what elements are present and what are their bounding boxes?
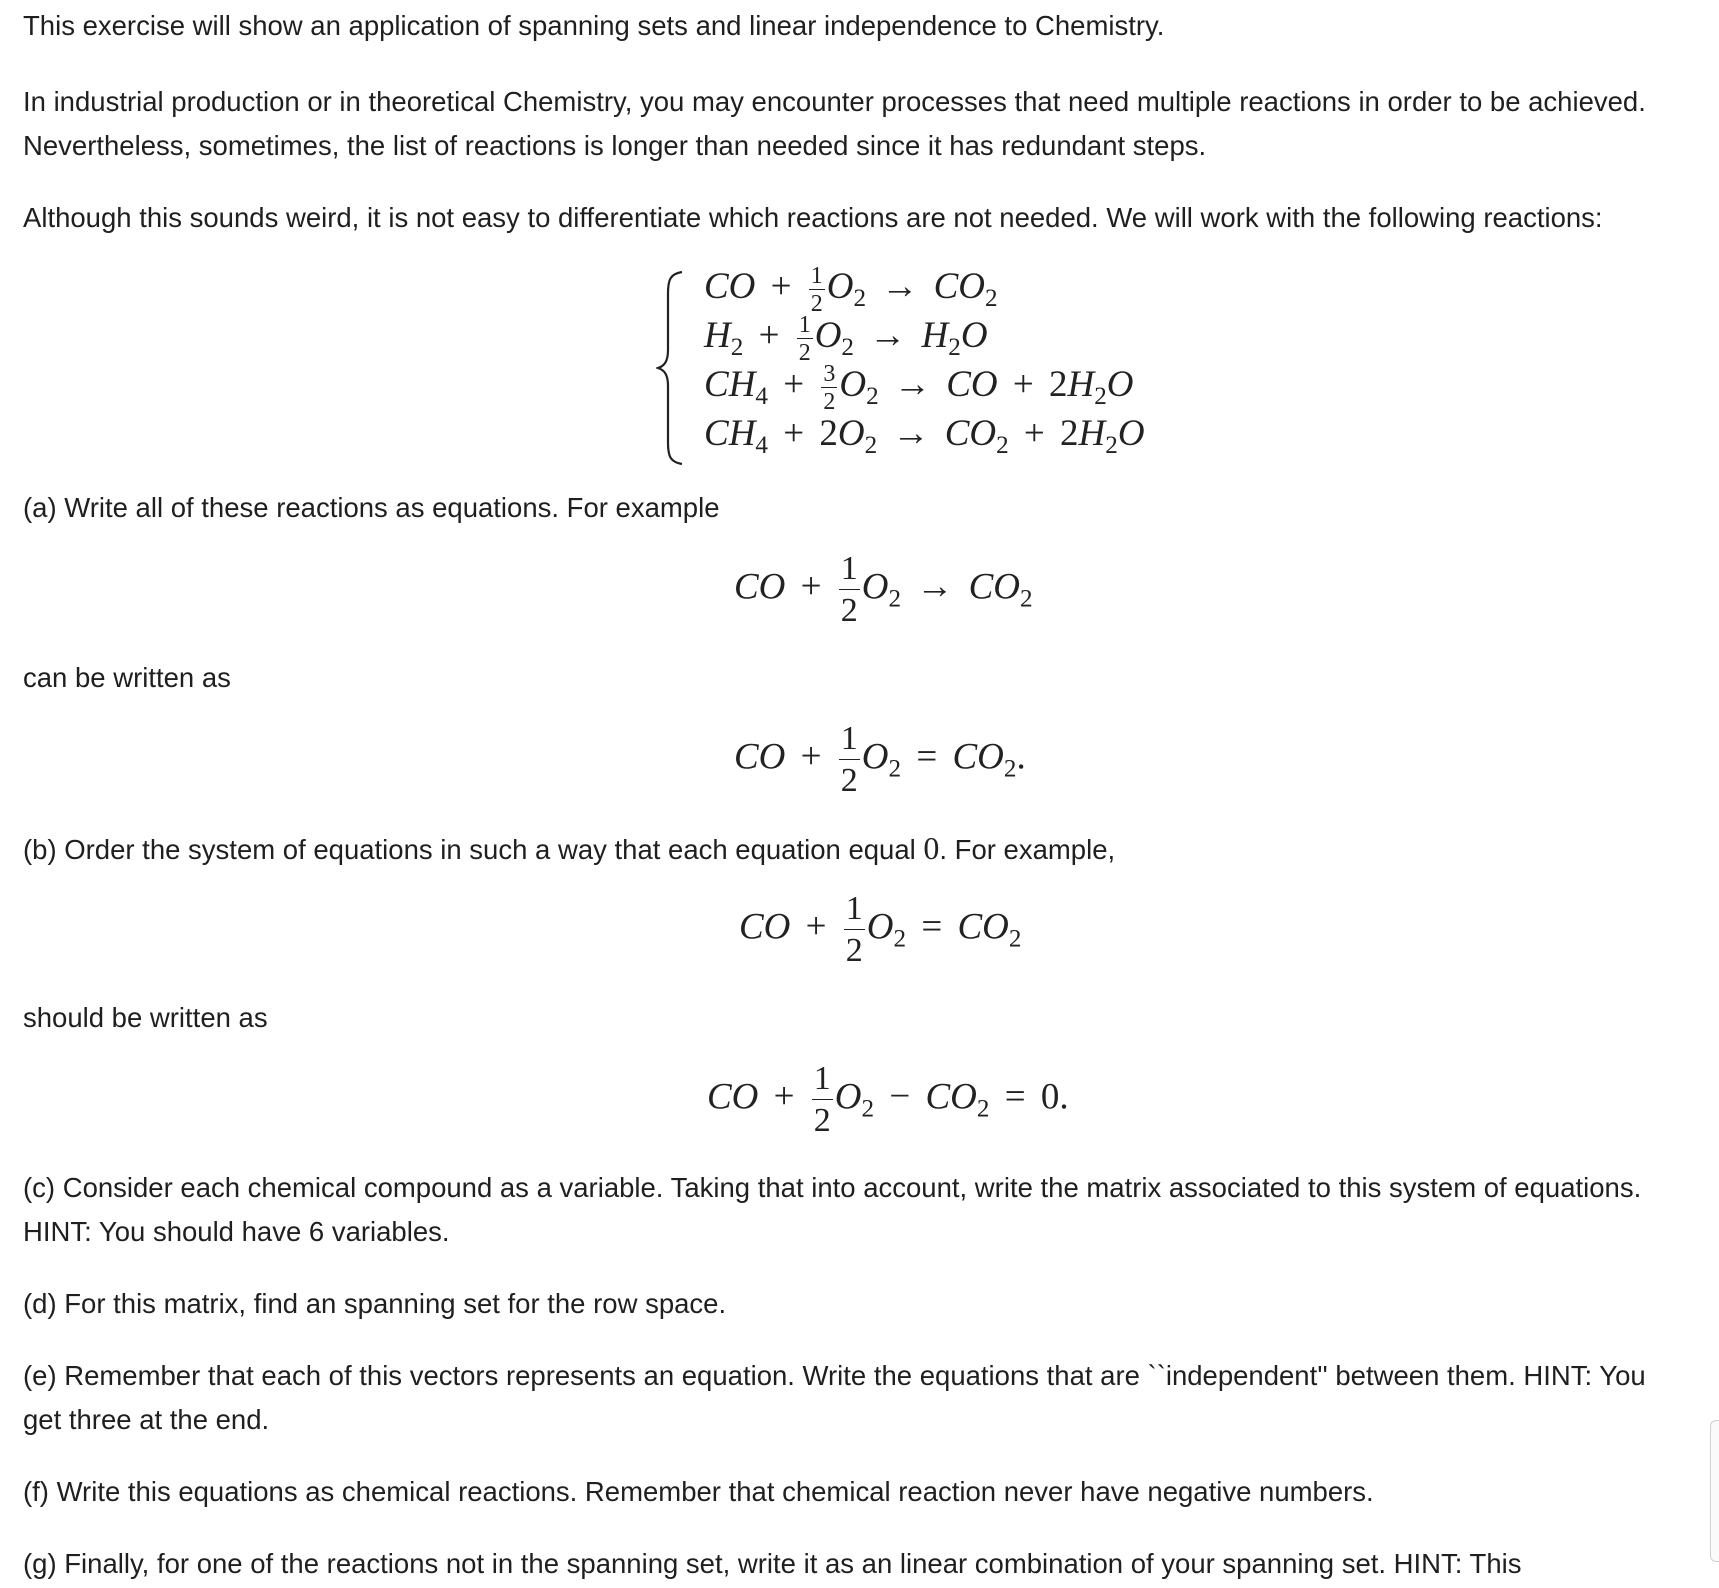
part-b-text-end: . For example,: [939, 834, 1116, 865]
part-b-paragraph: [23, 826, 1703, 872]
part-c-text-line-1: (c) Consider each chemical compound as a variable. Taking that into account, write the matrix associated to this system of equations.: [23, 1172, 1642, 1203]
reaction-row-3: $CH_4$ + $\frac{3}{2}$ $O_2$ → CO + $2H_2O$: [704, 360, 1134, 415]
intro-text: This exercise will show an application of spanning sets and linear independence to Chemistry.: [23, 10, 1165, 41]
part-g-paragraph: [23, 1542, 1703, 1586]
example-equation-order: CO + $\frac{1}{2}$ $O_2 = CO_2$: [739, 890, 1022, 969]
part-a-paragraph: [23, 486, 1703, 530]
industrial-text-line-2: Nevertheless, sometimes, the list of reactions is longer than needed since it has redundant steps.: [23, 130, 1207, 161]
although-paragraph: [23, 196, 1703, 240]
left-brace-icon: [656, 270, 686, 466]
example-equation-zero: CO + $\frac{1}{2}$ $O_2 - CO_2 = 0$.: [707, 1060, 1069, 1139]
reaction-row-2: $H_2$ + $\frac{1}{2}$ $O_2 \to H_2O$: [704, 311, 988, 366]
reaction-row-1: CO + $\frac{1}{2}$ $O_2 \to CO_2$: [704, 262, 998, 317]
part-d-text: (d) For this matrix, find an spanning set for the row space.: [23, 1288, 727, 1319]
should-be-written-paragraph: [23, 996, 1703, 1040]
part-c-paragraph: [23, 1166, 1703, 1254]
part-e-paragraph: [23, 1354, 1703, 1442]
intro-paragraph: [23, 4, 1703, 48]
industrial-paragraph: [23, 80, 1703, 168]
scrollbar-handle[interactable]: [1710, 1420, 1719, 1562]
example-equation-equals: CO + $\frac{1}{2}$ $O_2 = CO_2$.: [734, 720, 1026, 799]
part-g-text: (g) Finally, for one of the reactions not in the spanning set, write it as an linear combination of your spanning set. HINT: This: [23, 1548, 1522, 1579]
can-be-written-text: can be written as: [23, 662, 231, 693]
part-f-paragraph: [23, 1470, 1703, 1514]
part-b-zero: 0: [923, 830, 940, 866]
part-f-text: (f) Write this equations as chemical reactions. Remember that chemical reaction never have negative numbers.: [23, 1476, 1374, 1507]
part-e-text-line-1: (e) Remember that each of this vectors represents an equation. Write the equations that are ``independent'' between them. HINT: You: [23, 1360, 1646, 1391]
part-b-text: (b) Order the system of equations in such a way that each equation equal: [23, 834, 924, 865]
reaction-rows: [704, 262, 1145, 458]
should-be-written-text: should be written as: [23, 1002, 268, 1033]
reaction-system: [656, 262, 1176, 462]
can-be-written-paragraph: [23, 656, 1703, 700]
example-reaction-arrow: CO + $\frac{1}{2}$ $O_2 \to CO_2$: [734, 550, 1033, 629]
industrial-text-line-1: In industrial production or in theoretical Chemistry, you may encounter processes that need multiple reactions in order to be achieved.: [23, 86, 1646, 117]
although-text: Although this sounds weird, it is not easy to differentiate which reactions are not needed. We will work with the following reactions:: [23, 202, 1603, 233]
part-e-text-line-2: get three at the end.: [23, 1404, 270, 1435]
part-c-text-line-2: HINT: You should have 6 variables.: [23, 1216, 450, 1247]
part-d-paragraph: [23, 1282, 1703, 1326]
reaction-row-4: $CH_4 + 2O_2 \to CO_2 + 2H_2O$: [704, 413, 1145, 460]
part-a-text: (a) Write all of these reactions as equations. For example: [23, 492, 720, 523]
